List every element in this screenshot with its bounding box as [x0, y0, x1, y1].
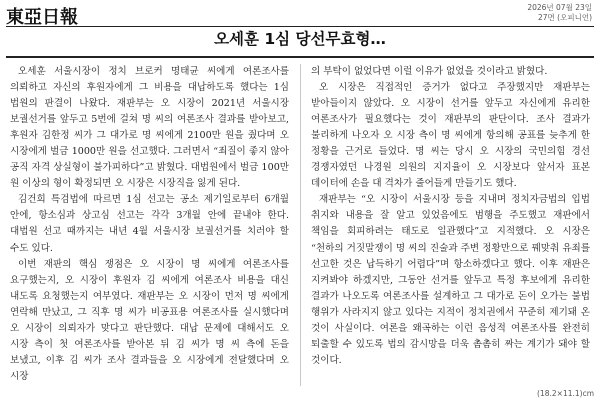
paragraph: 이번 재판의 핵심 쟁점은 오 시장이 명 씨에게 여론조사를 요구했는지, 오 시장이 후원자 김 씨에게 여론조사 비용을 대신 내도록 요청했는지 여부였다. 재판부는 오 시장이 먼저 명 씨에게 연락해 만났고, 그 직후 명 씨가 비공표용 여론조사를 실시했다며 오 시장이 의뢰자가 맞다고 판단했다. 대납 문제에 대해서도 오 시장 측이 첫 여론조사를 받아본 뒤 김 씨가 명 씨 측에 돈을 보냈고, 이후 김 씨가 조사 결과들을 오 시장에게 전달했다며 오 시장 [10, 258, 289, 382]
newspaper-logo: 東亞日報 [6, 7, 78, 28]
left-column [10, 64, 289, 386]
paragraph: 오세훈 서울시장이 정치 브로커 명태균 씨에게 여론조사를 의뢰하고 자신의 후원자에게 그 비용을 대납하도록 했다는 1심 법원의 판결이 나왔다. 재판부는 오 시장이 2021년 서울시장 보궐선거를 앞두고 5번에 걸쳐 명 씨의 여론조사 결과를 받아보고, 후원자 김한정 씨가 그 대가로 명 씨에게 2100만 원을 줬다며 오 시장에게 벌금 1000만 원을 선고했다. 그러면서 “죄질이 좋지 않아 공직 자격 상실형이 불가피하다”고 밝혔다. 대법원에서 벌금 100만 원 이상의 형이 확정되면 오 시장은 시장직을 잃게 된다. [10, 66, 289, 190]
headline-rule [6, 56, 594, 58]
issue-date: 2026년 07월 23일 [527, 3, 592, 12]
clip-size-note: (18.2×11.1)cm [537, 389, 594, 398]
article-headline: 오세훈 1심 당선무효형… [214, 30, 386, 48]
page-section: 27면 (오피니언) [537, 13, 592, 22]
paragraph: 김건희 특검법에 따르면 1심 선고는 공소 제기일로부터 6개월 안에, 항소심과 상고심 선고는 각각 3개월 안에 끝내야 한다. 대법원 선고 때까지는 내년 4월 서울시장 보궐선거를 치러야 할 수도 있다. [10, 194, 289, 254]
column-divider [300, 64, 301, 386]
paragraph: 오 시장은 직접적인 증거가 없다고 주장했지만 재판부는 받아들이지 않았다. 오 시장이 선거를 앞두고 자신에게 유리한 여론조사가 필요했다는 것이 재판부의 판단이다. 조사 결과가 불리하게 나오자 오 시장 측이 명 씨에게 항의해 공표를 늦추게 한 정황을 근거로 들었다. 명 씨는 당시 오 시장의 국민의힘 경선 경쟁자였던 나경원 의원의 지지율이 오 시장보다 앞서자 표본 데이터에 손을 대 격차가 줄어들게 만들기도 했다. [311, 82, 590, 190]
masthead [6, 2, 594, 26]
right-column [311, 64, 590, 386]
paragraph: 재판부는 “오 시장이 서울시장 등을 지내며 정치자금법의 입법 취지와 내용을 잘 알고 있었음에도 범행을 주도했고 재판에서 책임을 회피하려는 태도로 일관했다”고 지적했다. 오 시장은 “천하의 거짓말쟁이 명 씨의 진술과 주변 정황만으로 꿰맞춰 유죄를 선고한 것은 납득하기 어렵다”며 항소하겠다고 했다. 이후 재판은 지켜봐야 하겠지만, 그동안 선거를 앞두고 특정 후보에게 유리한 결과가 나오도록 여론조사를 설계하고 그 대가로 돈이 오가는 불법 행위가 사라지지 않고 있다는 지적이 정치권에서 꾸준히 제기돼 온 것이 사실이다. 여론을 왜곡하는 이런 음성적 여론조사를 완전히 퇴출할 수 있도록 법의 감시망을 더욱 촘촘히 짜는 계기가 돼야 할 것이다. [311, 194, 590, 366]
paragraph: 의 부탁이 없었다면 이럴 이유가 없었을 것이라고 밝혔다. [311, 66, 548, 77]
issue-meta [527, 3, 592, 23]
